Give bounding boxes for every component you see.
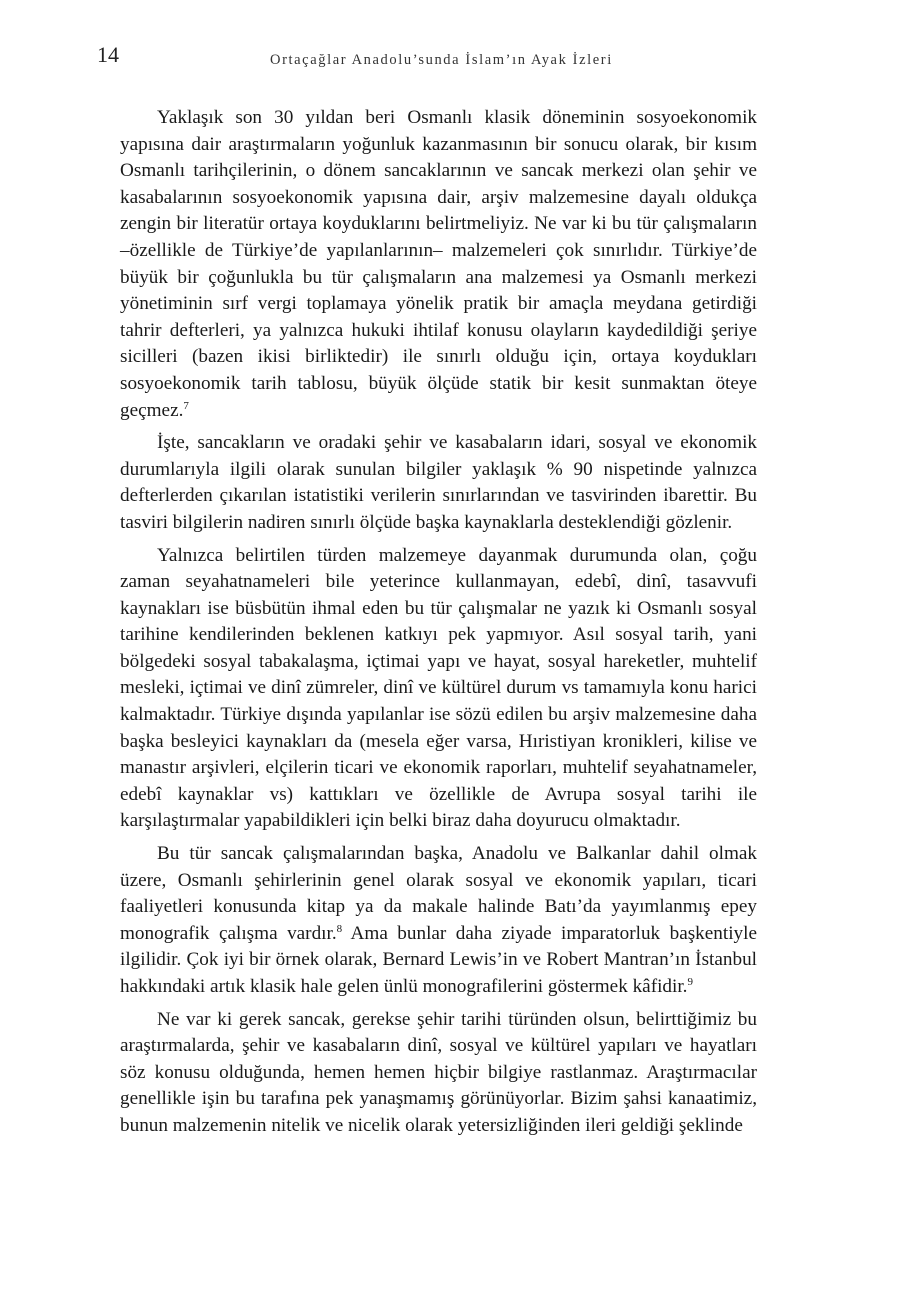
paragraph-5: [120, 1007, 757, 1140]
paragraph-1: [120, 105, 757, 424]
paragraph-text: Yaklaşık son 30 yıldan beri Osmanlı klasik döneminin sosyoekonomik yapısına dair araştırmaların yoğunluk kazanmasının bir sonucu olarak, bir kısım Osmanlı tarihçilerinin, o dönem sancaklarının ve sancak merkezi olan şehir ve kasabalarının sosyoekonomik yapısına dair, arşiv malzemesine dayalı oldukça zengin bir literatür ortaya koyduklarını belirtmeliyiz. Ne var ki bu tür çalışmaların –özellikle de Türkiye’de yapılanlarının– malzemeleri çok sınırlıdır. Türkiye’de büyük bir çoğunlukla bu tür çalışmaların ana malzemesi ya Osmanlı merkezi yönetiminin sırf vergi toplamaya yönelik pratik bir amaçla meydana getirdiği tahrir defterleri, ya yalnızca hukuki ihtilaf konusu olayların kaydedildiği şeriye sicilleri (bazen ikisi birliktedir) ile sınırlı olduğu için, ortaya koydukları sosyoekonomik tarih tablosu, büyük ölçüde statik bir kesit sunmaktan öteye geçmez.: [120, 107, 757, 421]
paragraph-text: Yalnızca belirtilen türden malzemeye dayanmak durumunda olan, çoğu zaman seyahatnameleri bile yeterince kullanmayan, edebî, dinî, tasavvufi kaynakları ise büsbütün ihmal eden bu tür çalışmalar ne yazık ki Osmanlı sosyal tarihine kendilerinden beklenen katkıyı pek yapmıyor. Asıl sosyal tarih, yani bölgedeki sosyal tabakalaşma, içtimai yapı ve hayat, sosyal hareketler, muhtelif mesleki, içtimai ve dinî zümreler, dinî ve kültürel durum vs tamamıyla konu harici kalmaktadır. Türkiye dışında yapılanlar ise sözü edilen bu arşiv malzemesine daha başka besleyici kaynakları da (mesela eğer varsa, Hıristiyan kronikleri, kilise ve manastır arşivleri, elçilerin ticari ve ekonomik raporları, muhtelif seyahatnameler, edebî kaynaklar vs) kattıkları ve özellikle de Avrupa sosyal tarihi ile karşılaştırmalar yapabildikleri için belki biraz daha doyurucu olmaktadır.: [120, 544, 757, 832]
paragraph-2: [120, 430, 757, 536]
footnote-marker: 9: [687, 976, 693, 988]
paragraph-text: Ne var ki gerek sancak, gerekse şehir tarihi türünden olsun, belirttiğimiz bu araştırmalarda, şehir ve kasabaların dinî, sosyal ve kültürel yapıları ve hayatları söz konusu olduğunda, hemen hemen hiçbir bilgiye rastlanmaz. Araştırmacılar genellikle işin bu tarafına pek yanaşmamış görünüyorlar. Bizim şahsi kanaatimiz, bunun malzemenin nitelik ve nicelik olarak yetersizliğinden ileri geldiği şeklinde: [120, 1008, 757, 1136]
paragraph-3: [120, 543, 757, 836]
paragraph-4: [120, 841, 757, 1001]
footnote-marker: 8: [336, 922, 343, 935]
paragraph-text: Bu tür sancak çalışmalarından başka, Anadolu ve Balkanlar dahil olmak üzere, Osmanlı şehirlerinin genel olarak sosyal ve ekonomik yapıları, ticari faaliyetleri konusunda kitap ya da makale halinde Batı’da yayımlanmış epey monografik çalışma vardır.: [120, 843, 757, 944]
running-head: Ortaçağlar Anadolu’sunda İslam’ın Ayak İzleri: [270, 52, 613, 68]
paragraph-text: Ama bunlar daha ziyade imparatorluk başkentiyle ilgilidir. Çok iyi bir örnek olarak, Bernard Lewis’in ve Robert Mantran’ın İstanbul hakkındaki artık klasik hale gelen ünlü monografilerini göstermek kâfidir.: [120, 922, 757, 997]
page-number: 14: [97, 42, 119, 67]
body-text: [120, 105, 757, 1146]
footnote-marker: 7: [183, 399, 189, 412]
paragraph-text: İşte, sancakların ve oradaki şehir ve kasabaların idari, sosyal ve ekonomik durumlarıyla ilgili olarak sunulan bilgiler yaklaşık % 90 nispetinde yalnızca defterlerden çıkarılan istatistiki verilerin sınırlarından ve tasvirinden ibarettir. Bu tasviri bilgilerin nadiren sınırlı ölçüde başka kaynaklarla desteklendiği gözlenir.: [120, 432, 757, 533]
